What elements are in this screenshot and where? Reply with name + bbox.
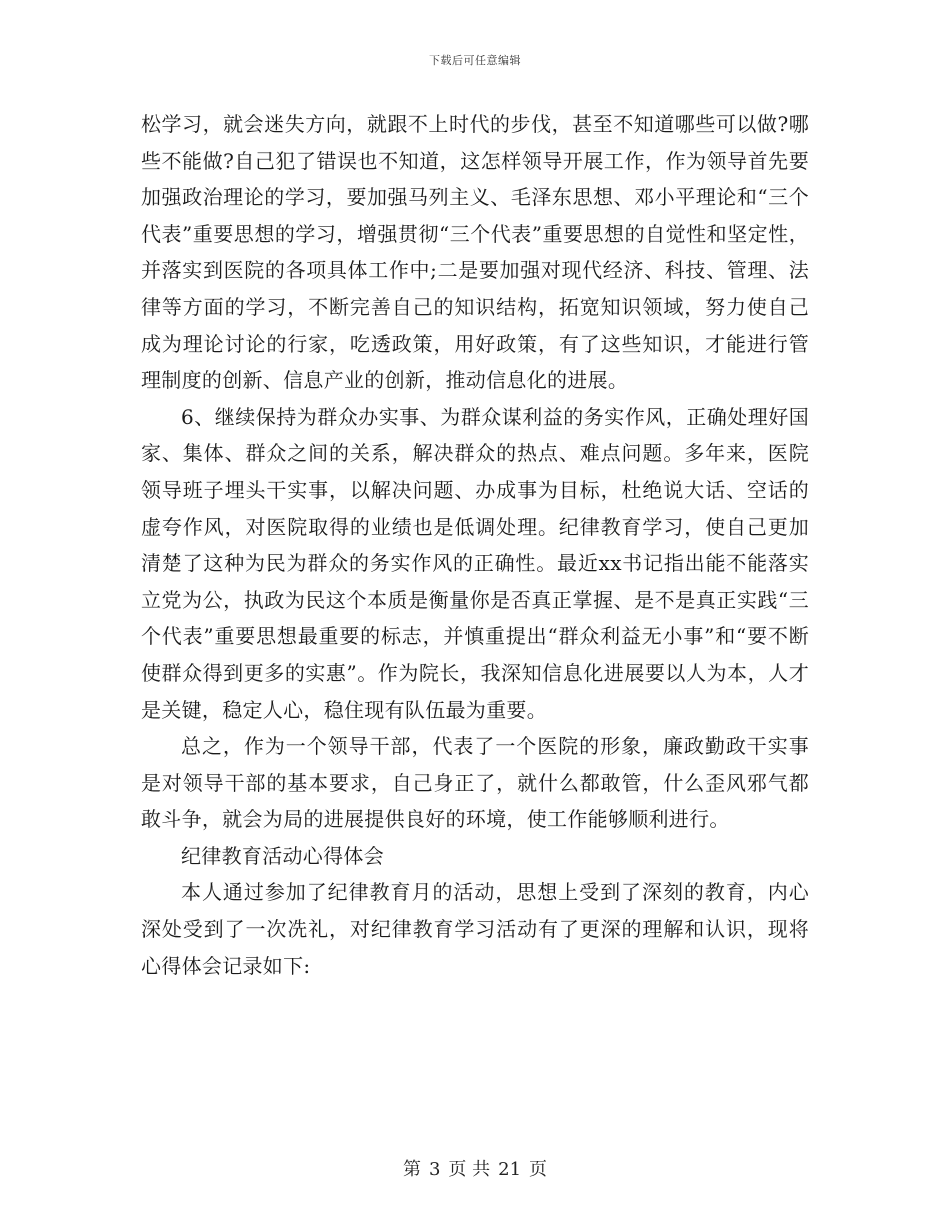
header-text: 下载后可任意编辑 [429, 54, 521, 67]
section-title: 纪律教育活动心得体会 [181, 843, 384, 868]
page-header [0, 52, 950, 68]
document-body [141, 106, 809, 984]
footer-middle: 页 共 [448, 1159, 491, 1180]
paragraph-item-6: 6、继续保持为群众办实事、为群众谋利益的务实作风，正确处理好国家、集体、群众之间的关系，解决群众的热点、难点问题。多年来，医院领导班子埋头干实事，以解决问题、办成事为目标，杜绝说大话、空话的虚夸作风，对医院取得的业绩也是低调处理。纪律教育学习，使自己更加清楚了这种为民为群众的务实作风的正确性。最近xx书记指出能不能落实立党为公，执政为民这个本质是衡量你是否真正掌握、是不是真正实践“三个代表”重要思想最重要的标志，并慎重提出“群众利益无小事”和“要不断使群众得到更多的实惠”。作为院长，我深知信息化进展要以人为本，人才是关键，稳定人心，稳住现有队伍最为重要。 [141, 404, 809, 722]
page-footer [0, 1155, 950, 1181]
footer-prefix: 第 [402, 1159, 421, 1180]
current-page-number: 3 [428, 1159, 441, 1180]
footer-suffix: 页 [529, 1159, 548, 1180]
paragraph-summary: 总之，作为一个领导干部，代表了一个医院的形象，廉政勤政干实事是对领导干部的基本要求，自己身正了，就什么都敢管，什么歪风邪气都敢斗争，就会为局的进展提供良好的环境，使工作能够顺利进行。 [141, 734, 809, 832]
paragraph-intro: 本人通过参加了纪律教育月的活动，思想上受到了深刻的教育，内心深处受到了一次冼礼，对纪律教育学习活动有了更深的理解和认识，现将心得体会记录如下: [141, 880, 809, 978]
paragraph-continuation: 松学习，就会迷失方向，就跟不上时代的步伐，甚至不知道哪些可以做?哪些不能做?自己犯了错误也不知道，这怎样领导开展工作，作为领导首先要加强政治理论的学习，要加强马列主义、毛泽东思想、邓小平理论和“三个代表”重要思想的学习，增强贯彻“三个代表”重要思想的自觉性和坚定性，并落实到医院的各项具体工作中;二是要加强对现代经济、科技、管理、法律等方面的学习，不断完善自己的知识结构，拓宽知识领域，努力使自己成为理论讨论的行家，吃透政策，用好政策，有了这些知识，才能进行管理制度的创新、信息产业的创新，推动信息化的进展。 [141, 112, 809, 393]
total-pages-number: 21 [498, 1159, 522, 1180]
